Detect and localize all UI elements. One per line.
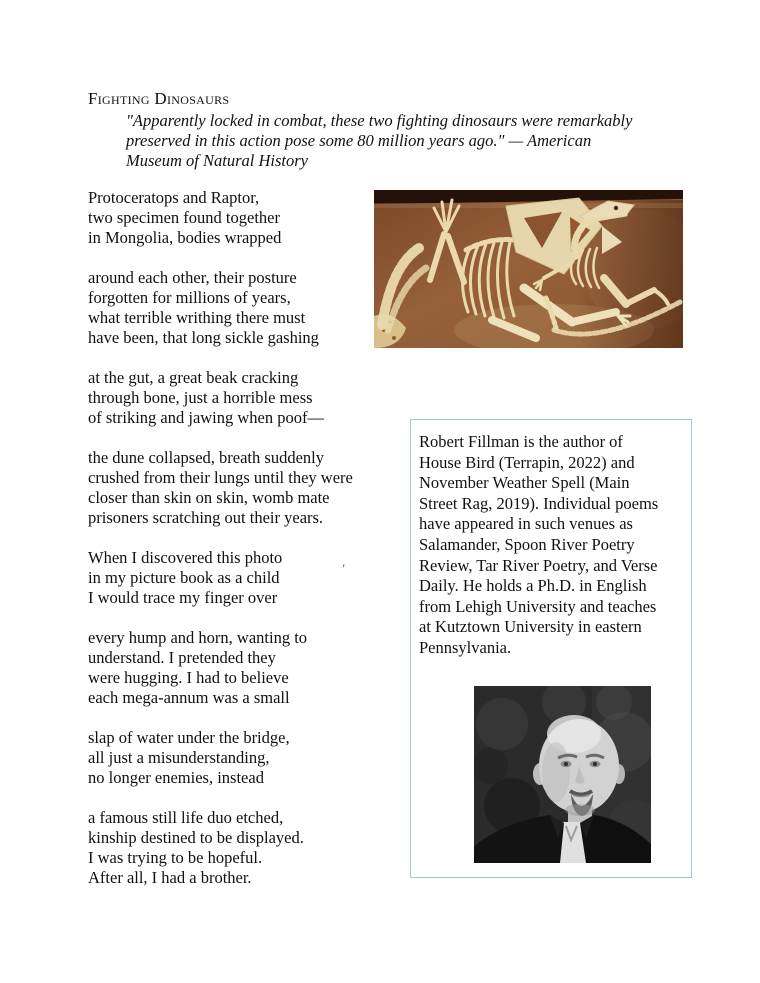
fossil-photo [374,190,683,348]
poem-stanza [88,628,353,708]
bio-line: Daily. He holds a Ph.D. in English [419,576,647,596]
poem-line: closer than skin on skin, womb mate [88,488,330,507]
poem-line: each mega-annum was a small [88,688,290,707]
poem-line: a famous still life duo etched, [88,808,284,827]
poem-body [88,188,353,908]
epigraph-line: Museum of Natural History [126,151,308,170]
poem-line: what terrible writhing there must [88,308,306,327]
poem-line: I was trying to be hopeful. [88,848,263,867]
bio-line: from Lehigh University and teaches [419,596,657,616]
bio-line: have appeared in such venues as [419,514,633,534]
poem-line: prisoners scratching out their years. [88,508,324,527]
bio-line: at Kutztown University in eastern [419,617,642,637]
poem-line: two specimen found together [88,208,280,227]
poem-line: When I discovered this photo [88,548,283,567]
poem-stanza [88,448,353,528]
poem-stanza [88,188,353,248]
epigraph-line: preserved in this action pose some 80 million years ago." — American [126,131,592,150]
poem-line: at the gut, a great beak cracking [88,368,299,387]
bio-line: Review, Tar River Poetry, and Verse [419,555,658,575]
author-bio-text [419,432,685,659]
poem-line: were hugging. I had to believe [88,668,289,687]
epigraph-line: "Apparently locked in combat, these two fighting dinosaurs were remarkably [126,111,633,130]
poem-line: forgotten for millions of years, [88,288,291,307]
poem-line: understand. I pretended they [88,648,276,667]
bio-line: November Weather Spell (Main [419,473,630,493]
poem-line: in my picture book as a child [88,568,280,587]
poem-line: of striking and jawing when poof— [88,408,325,427]
poem-line: all just a misunderstanding, [88,748,270,767]
poem-line: I would trace my finger over [88,588,278,607]
poem-line: in Mongolia, bodies wrapped [88,228,282,247]
bio-line: Pennsylvania. [419,637,512,657]
poem-line: have been, that long sickle gashing [88,328,319,347]
poem-stanza [88,728,353,788]
author-portrait-art [474,686,651,863]
poem-line: through bone, just a horrible mess [88,388,313,407]
poem-line: After all, I had a brother. [88,868,252,887]
poem-line: around each other, their posture [88,268,297,287]
poem-line: the dune collapsed, breath suddenly [88,448,324,467]
poem-line: no longer enemies, instead [88,768,264,787]
author-bio-box [410,419,692,878]
bio-line: Street Rag, 2019). Individual poems [419,493,659,513]
poem-title: Fighting Dinosaurs [88,89,230,108]
poem-stanza [88,808,353,888]
bio-line: Salamander, Spoon River Poetry [419,534,635,554]
poem-line: crushed from their lungs until they were [88,468,353,487]
poem-stanza [88,368,353,428]
stray-annotation-mark: ' [342,561,346,575]
poem-stanza [88,268,353,348]
fossil-photo-art [374,190,683,348]
poem-stanza [88,548,353,608]
bio-line: House Bird (Terrapin, 2022) and [419,452,635,472]
poem-line: every hump and horn, wanting to [88,628,308,647]
bio-line: Robert Fillman is the author of [419,432,623,451]
poem-line: slap of water under the bridge, [88,728,290,747]
poem-line: Protoceratops and Raptor, [88,188,260,207]
author-portrait-photo [474,686,651,863]
epigraph [126,111,632,171]
poem-line: kinship destined to be displayed. [88,828,304,847]
